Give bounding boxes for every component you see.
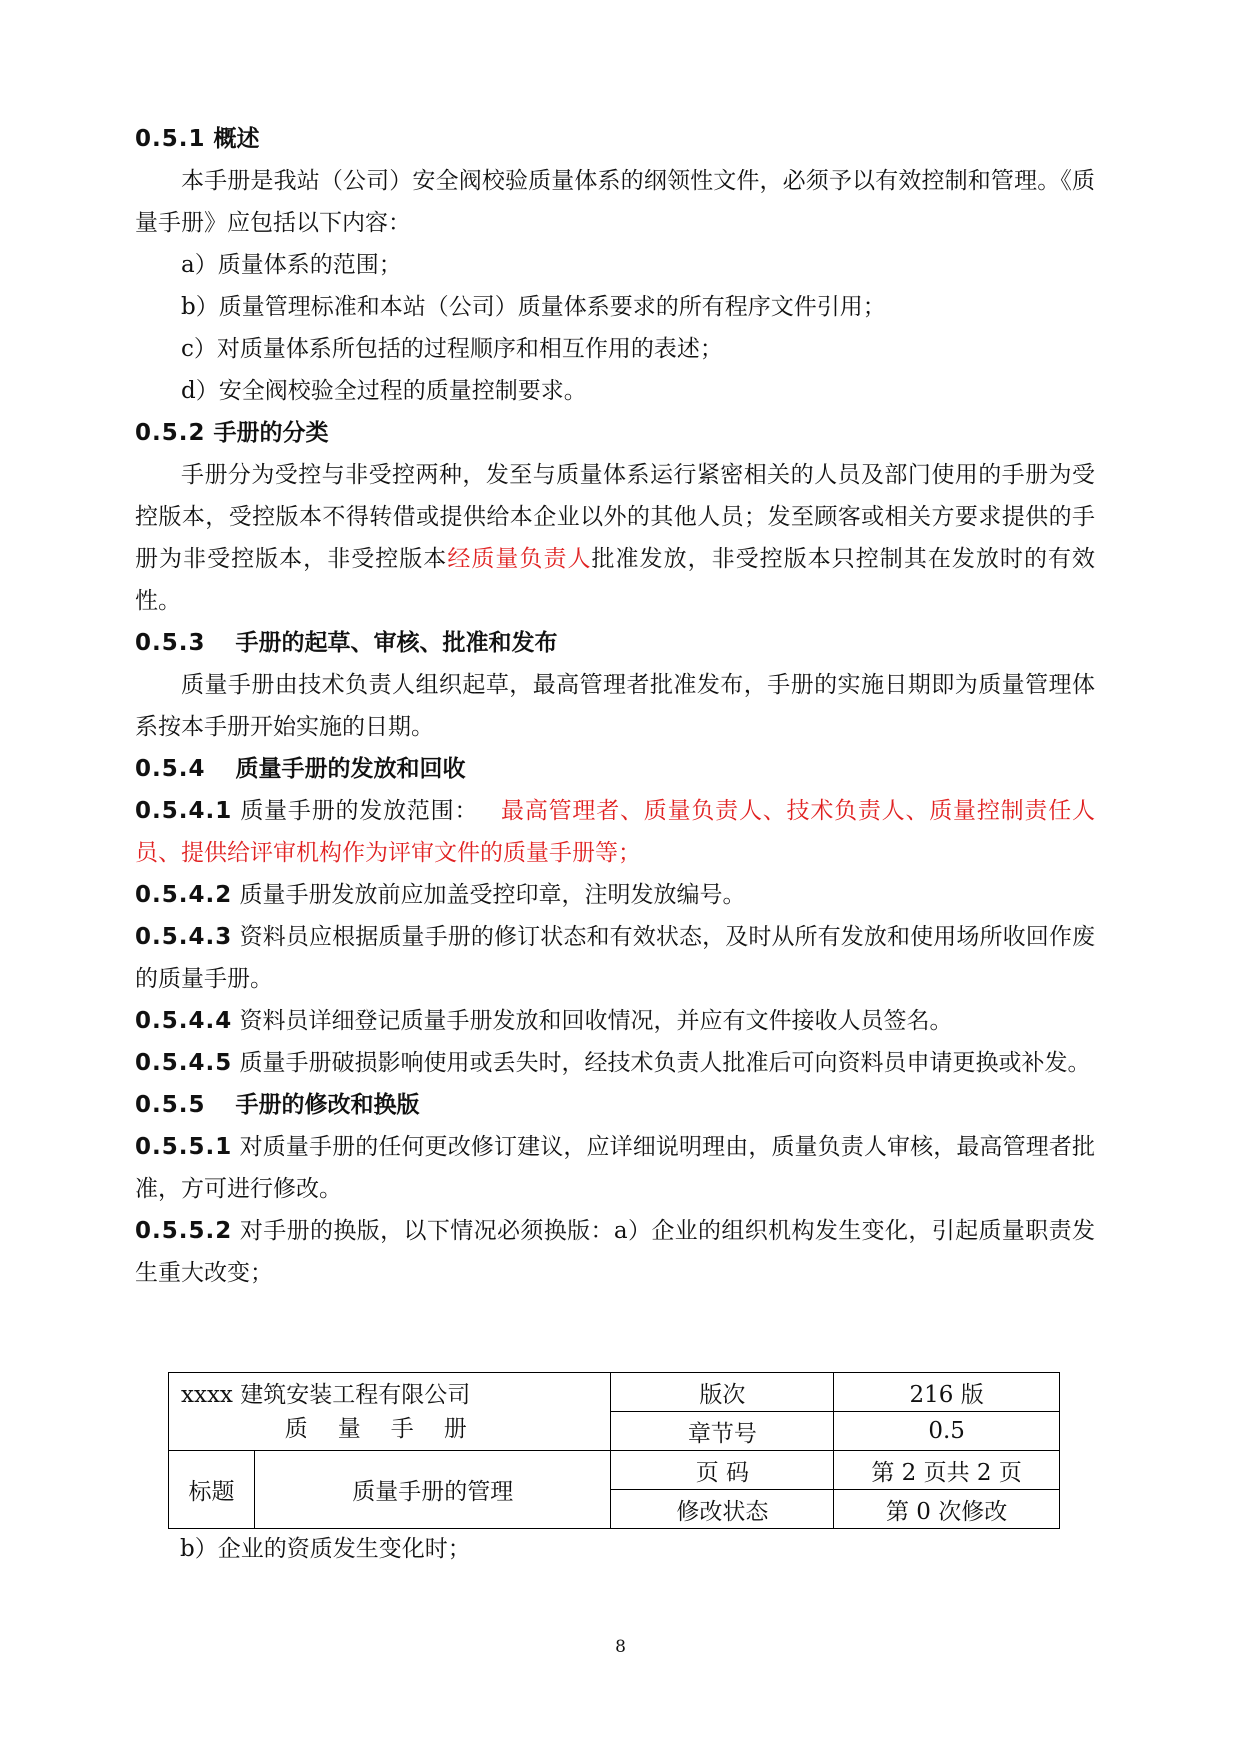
manual-title: 质量手册 [284,1415,497,1442]
list-item: c）对质量体系所包括的过程顺序和相互作用的表述； [181,336,723,362]
clause-0-5-4-5: 0.5.4.5 质量手册破损影响使用或丢失时，经技术负责人批准后可向资料员申请更换或补发。 [135,1050,1091,1076]
company-cell [169,1373,611,1451]
document-header-table [168,1372,1060,1529]
clause-0-5-5-1: 0.5.5.1 对质量手册的任何更改修订建议，应详细说明理由，质量负责人审核，最高管理者批准，方可进行修改。 [135,1134,1096,1202]
chapter-value: 0.5 [834,1412,1060,1451]
company-name: xxxx 建筑安装工程有限公司 [181,1381,471,1408]
clause-0-5-4-4: 0.5.4.4 资料员详细登记质量手册发放和回收情况，并应有文件接收人员签名。 [135,1008,953,1034]
page-number: 8 [615,1637,626,1657]
section-0-5-3-paragraph: 质量手册由技术负责人组织起草，最高管理者批准发布，手册的实施日期即为质量管理体系按本手册开始实施的日期。 [135,672,1095,740]
revision-label: 修改状态 [611,1490,834,1529]
highlighted-text: 最高管理者、质量负责人、技术负责人、质量控制责任人员、提供给评审机构作为评审文件的质量手册等； [135,798,1096,866]
title-label: 标题 [169,1451,255,1529]
section-0-5-1-paragraph: 本手册是我站（公司）安全阀校验质量体系的纲领性文件，必须予以有效控制和管理。《质量手册》应包括以下内容： [135,168,1095,236]
list-item: b）质量管理标准和本站（公司）质量体系要求的所有程序文件引用； [181,294,886,320]
section-0-5-2-paragraph: 手册分为受控与非受控两种，发至与质量体系运行紧密相关的人员及部门使用的手册为受控版本，受控版本不得转借或提供给本企业以外的其他人员；发至顾客或相关方要求提供的手册为非受控版本，非受控版本经质量负责人批准发放，非受控版本只控制其在发放时的有效性。 [135,462,1096,614]
clause-0-5-5-2: 0.5.5.2 对手册的换版，以下情况必须换版：a）企业的组织机构发生变化，引起质量职责发生重大改变； [135,1218,1095,1286]
document-body [135,118,1095,1294]
list-item: b）企业的资质发生变化时； [180,1536,471,1562]
edition-label: 版次 [611,1373,834,1412]
edition-value: 216 版 [834,1373,1060,1412]
section-0-5-2-heading: 0.5.2 手册的分类 [135,420,329,446]
page-label: 页 码 [611,1451,834,1490]
section-0-5-3-heading: 0.5.3 手册的起草、审核、批准和发布 [135,630,558,656]
clause-0-5-4-2: 0.5.4.2 质量手册发放前应加盖受控印章，注明发放编号。 [135,882,746,908]
revision-value: 第 0 次修改 [834,1490,1060,1529]
section-0-5-1-heading: 0.5.1 概述 [135,126,260,152]
page-value: 第 2 页共 2 页 [834,1451,1060,1490]
clause-0-5-4-3: 0.5.4.3 资料员应根据质量手册的修订状态和有效状态，及时从所有发放和使用场所收回作废的质量手册。 [135,924,1096,992]
highlighted-text: 经质量负责人 [447,546,592,572]
title-value: 质量手册的管理 [254,1451,611,1529]
clause-0-5-4-1: 0.5.4.1 质量手册的发放范围： 最高管理者、质量负责人、技术负责人、质量控制责任人员、提供给评审机构作为评审文件的质量手册等； [135,798,1096,866]
list-item: a）质量体系的范围； [181,252,402,278]
list-item: d）安全阀校验全过程的质量控制要求。 [181,378,587,404]
chapter-label: 章节号 [611,1412,834,1451]
section-0-5-4-heading: 0.5.4 质量手册的发放和回收 [135,756,466,782]
section-0-5-5-heading: 0.5.5 手册的修改和换版 [135,1092,420,1118]
